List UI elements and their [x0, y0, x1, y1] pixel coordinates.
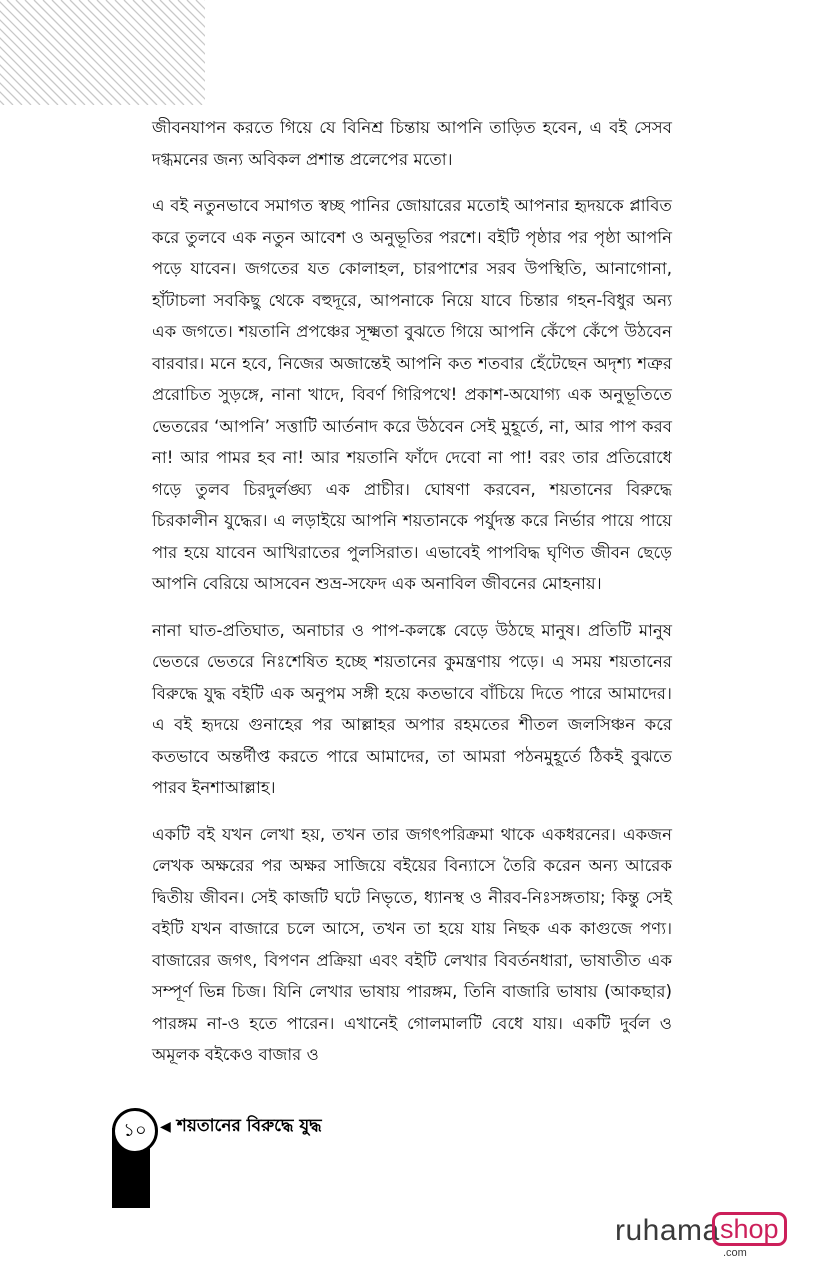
ruhamashop-logo	[615, 1210, 795, 1260]
hatch-line	[0, 0, 22, 105]
paragraph-2: এ বই নতুনভাবে সমাগত স্বচ্ছ পানির জোয়ারের মতোই আপনার হৃদয়কে প্লাবিত করে তুলবে এক নতুন আবেশ ও অনুভূতির পরশে। বইটি পৃষ্ঠার পর পৃষ্ঠা আপনি পড়ে যাবেন। জগতের যত কোলাহল, চারপাশের সরব উপস্থিতি, আনাগোনা, হাঁটাচলা সবকিছু থেকে বহুদূরে, আপনাকে নিয়ে যাবে চিন্তার গহন-বিধুর অন্য এক জগতে। শয়তানি প্রপঞ্চের সূক্ষ্মতা বুঝতে গিয়ে আপনি কেঁপে কেঁপে উঠবেন বারবার। মনে হবে, নিজের অজান্তেই আপনি কত শতবার হেঁটেছেন অদৃশ্য শত্রুর প্ররোচিত সুড়ঙ্গে, নানা খাদে, বিবর্ণ গিরিপথে! প্রকাশ-অযোগ্য এক অনুভূতিতে ভেতরের ‘আপনি’ সত্তাটি আর্তনাদ করে উঠবেন সেই মুহূর্তে, না, আর পাপ করব না! আর পামর হব না! আর শয়তানি ফাঁদে দেবো না পা! বরং তার প্রতিরোধে গড়ে তুলব চিরদুর্লঙ্ঘ্য এক প্রাচীর। ঘোষণা করবেন, শয়তানের বিরুদ্ধে চিরকালীন যুদ্ধের। এ লড়াইয়ে আপনি শয়তানকে পর্যুদস্ত করে নির্ভার পায়ে পায়ে পার হয়ে যাবেন আখিরাতের পুলসিরাত। এভাবেই পাপবিদ্ধ ঘৃণিত জীবন ছেড়ে আপনি বেরিয়ে আসবেন শুভ্র-সফেদ এক অনাবিল জীবনের মোহনায়।	[152, 196, 672, 593]
corner-hatch-decoration	[0, 0, 205, 105]
hatch-line	[0, 0, 76, 105]
logo-ruhama: ruhama	[615, 1214, 720, 1247]
hatch-line	[106, 0, 205, 105]
paragraph-1: জীবনযাপন করতে গিয়ে যে বিনিশ্র চিন্তায় আপনি তাড়িত হবেন, এ বই সেসব দগ্ধমনের জন্য অবিকল প্রশান্ত প্রলেপের মতো।	[152, 118, 672, 169]
running-footer	[160, 1112, 322, 1142]
page-number: ১০	[112, 1108, 158, 1154]
paragraph-4: একটি বই যখন লেখা হয়, তখন তার জগৎপরিক্রমা থাকে একধরনের। একজন লেখক অক্ষরের পর অক্ষর সাজিয়ে বইয়ের বিন্যাসে তৈরি করেন অন্য আরেক দ্বিতীয় জীবন। সেই কাজটি ঘটে নিভৃতে, ধ্যানস্থ ও নীরব-নিঃসঙ্গতায়; কিন্তু সেই বইটি যখন বাজারে চলে আসে, তখন তা হয়ে যায় নিছক এক কাগুজে পণ্য। বাজারের জগৎ, বিপণন প্রক্রিয়া এবং বইটি লেখার বিবর্তনধারা, ভাষাতীত এক সম্পূর্ণ ভিন্ন চিজ। যিনি লেখার ভাষায় পারঙ্গম, তিনি বাজারি ভাষায় (আকছার) পারঙ্গম না-ও হতে পারেন। এখানেই গোলমালটি বেধে যায়। একটি দুর্বল ও অমূলক বইকেও বাজার ও	[152, 824, 672, 1064]
hatch-line	[178, 0, 205, 105]
logo-shop: shop	[712, 1212, 787, 1246]
logo-dotcom: .com	[723, 1247, 747, 1259]
hatch-line	[0, 0, 4, 105]
body-text	[152, 112, 672, 1086]
book-title: শয়তানের বিরুদ্ধে যুদ্ধ	[176, 1116, 322, 1136]
left-triangle-icon: ◀	[160, 1119, 171, 1135]
paragraph-3: নানা ঘাত-প্রতিঘাত, অনাচার ও পাপ-কলঙ্কে বেড়ে উঠছে মানুষ। প্রতিটি মানুষ ভেতরে ভেতরে নিঃশেষিত হচ্ছে শয়তানের কুমন্ত্রণায় পড়ে। এ সময় শয়তানের বিরুদ্ধে যুদ্ধ বইটি এক অনুপম সঙ্গী হয়ে কতভাবে বাঁচিয়ে দিতে পারে আমাদের। এ বই হৃদয়ে গুনাহের পর আল্লাহর অপার রহমতের শীতল জলসিঞ্চন করে কতভাবে অন্তর্দীপ্ত করতে পারে আমাদের, তা আমরা পঠনমুহূর্তে ঠিকই বুঝতে পারব ইনশাআল্লাহ।	[152, 620, 672, 797]
